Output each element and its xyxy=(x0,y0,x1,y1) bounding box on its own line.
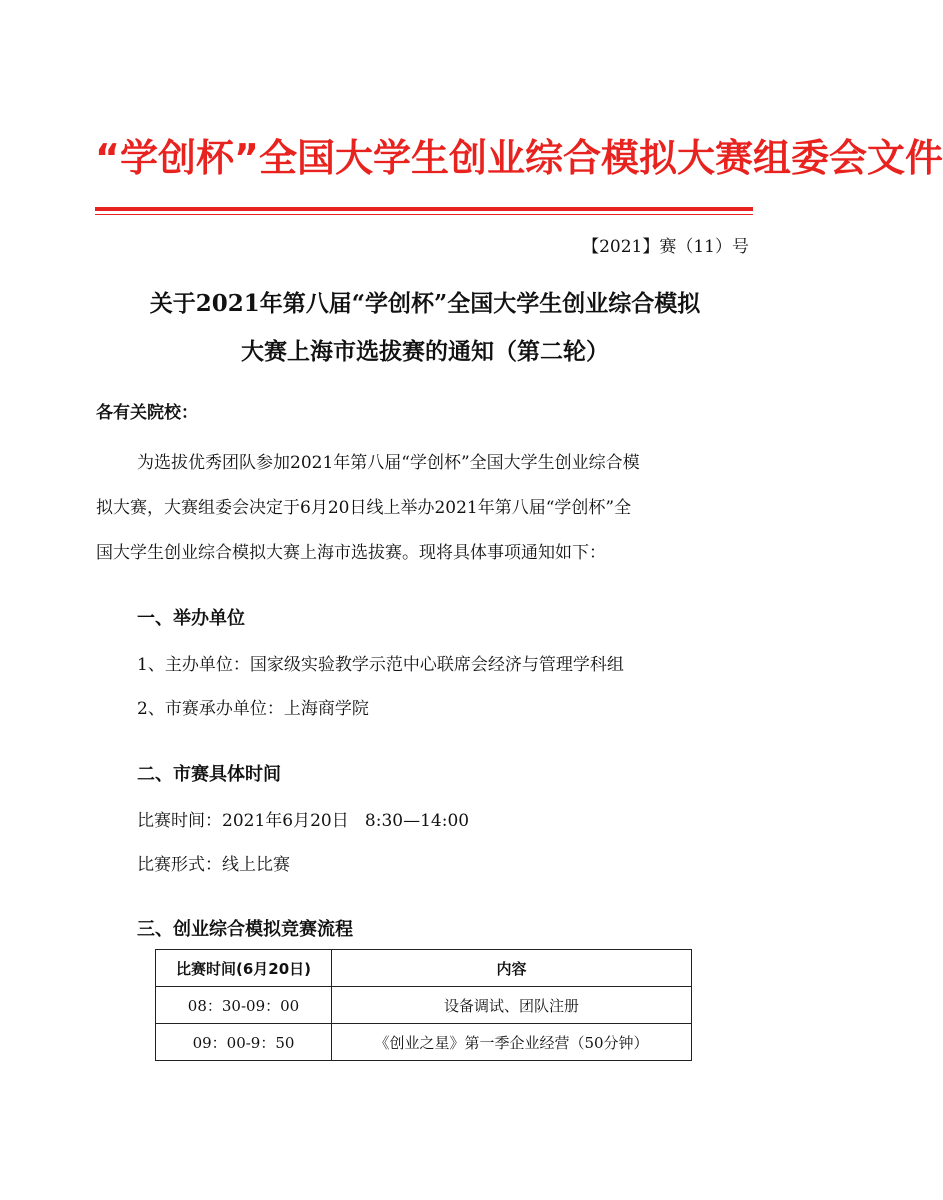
table-header-row xyxy=(156,950,692,987)
table-cell: 08：30-09：00 xyxy=(156,987,332,1024)
notice-title-line-1: 关于2021年第八届“学创杯”全国大学生创业综合模拟 xyxy=(149,290,701,317)
table-row xyxy=(156,987,692,1024)
document-number: 【2021】赛（11）号 xyxy=(582,237,749,257)
list-item: 2、市赛承办单位：上海商学院 xyxy=(137,699,369,719)
paragraph-line: 拟大赛，大赛组委会决定于6月20日线上举办2021年第八届“学创杯”全 xyxy=(96,498,632,518)
list-item: 比赛形式：线上比赛 xyxy=(137,855,290,875)
schedule-table xyxy=(155,949,692,1061)
notice-title-line-2: 大赛上海市选拔赛的通知（第二轮） xyxy=(241,338,609,365)
list-item: 比赛时间：2021年6月20日 8:30—14:00 xyxy=(137,811,470,831)
table-cell: 设备调试、团队注册 xyxy=(332,987,692,1024)
table-cell: 09：00-9：50 xyxy=(156,1024,332,1061)
list-item: 1、主办单位：国家级实验教学示范中心联席会经济与管理学科组 xyxy=(137,655,624,675)
red-rule-thin xyxy=(95,214,753,215)
salutation: 各有关院校： xyxy=(96,403,198,423)
section-heading-time: 二、市赛具体时间 xyxy=(137,764,281,785)
paragraph-line: 国大学生创业综合模拟大赛上海市选拔赛。现将具体事项通知如下： xyxy=(96,543,606,563)
red-rule-thick xyxy=(95,207,753,211)
section-heading-process: 三、创业综合模拟竞赛流程 xyxy=(137,919,353,940)
section-heading-organizers: 一、举办单位 xyxy=(137,608,245,629)
red-header-title: “学创杯”全国大学生创业综合模拟大赛组委会文件 xyxy=(95,136,943,180)
table-cell: 《创业之星》第一季企业经营（50分钟） xyxy=(332,1024,692,1061)
paragraph-line: 为选拔优秀团队参加2021年第八届“学创杯”全国大学生创业综合模 xyxy=(137,453,640,473)
table-header-cell: 比赛时间(6月20日) xyxy=(156,950,332,987)
table-header-cell: 内容 xyxy=(332,950,692,987)
table-row xyxy=(156,1024,692,1061)
